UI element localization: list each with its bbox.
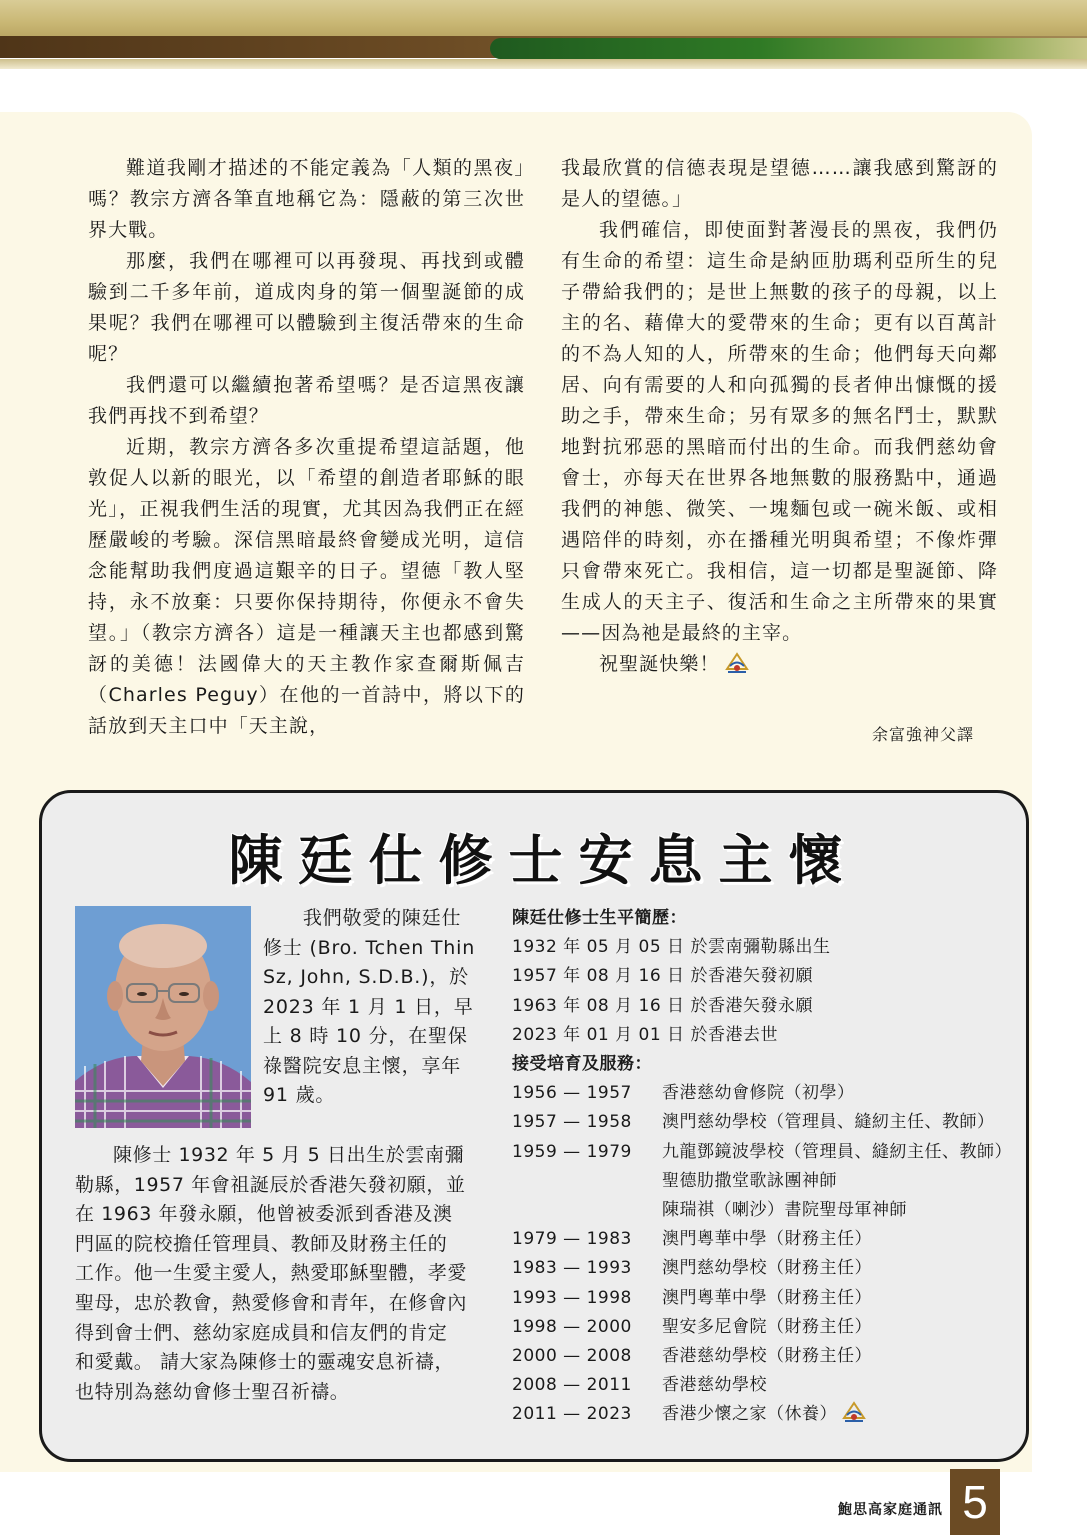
bio-item: 1957 年 08 月 16 日 於香港矢發初願	[512, 966, 813, 987]
translator-credit: 余富強神父譯	[872, 725, 975, 744]
obituary-intro	[263, 904, 477, 1111]
article-paragraph: 那麼，我們在哪裡可以再發現、再找到或體驗到二千多年前，道成肉身的第一個聖誕節的成果呢？我們在哪裡可以體驗到主復活帶來的生命呢？	[88, 250, 525, 365]
article-paragraph: 難道我剛才描述的不能定義為「人類的黑夜」嗎？教宗方濟各筆直地稱它為：隱蔽的第三次世界大戰。	[88, 157, 525, 241]
obituary-title: 陳廷仕修士安息主懷	[228, 829, 859, 892]
service-row	[512, 1138, 1022, 1167]
body-line: 和愛戴。 請大家為陳修士的靈魂安息祈禱，	[75, 1351, 455, 1374]
service-years: 1957 — 1958	[512, 1112, 632, 1133]
service-years: 2008 — 2011	[512, 1375, 632, 1396]
service-years: 2011 — 2023	[512, 1404, 632, 1425]
body-line: 在 1963 年發永願，他曾被委派到香港及澳	[75, 1203, 453, 1226]
body-line: 得到會士們、慈幼家庭成員和信友們的肯定	[75, 1321, 448, 1344]
obituary-body	[75, 1141, 477, 1407]
service-years: 2000 — 2008	[512, 1346, 632, 1367]
service-years: 1983 — 1993	[512, 1258, 632, 1279]
intro-line: 91 歲。	[263, 1084, 336, 1106]
service-years	[512, 1167, 662, 1196]
service-years: 1993 — 1998	[512, 1287, 632, 1308]
body-line: 聖母，忠於教會，熱愛修會和青年，在修會內	[75, 1291, 468, 1314]
service-row	[512, 1167, 1022, 1196]
closing-text: 祝聖誕快樂！	[599, 653, 720, 675]
bio-item: 1932 年 05 月 05 日 於雲南彌勒縣出生	[512, 937, 831, 958]
service-place: 澳門粵華中學（財務主任）	[662, 1287, 872, 1308]
article-paragraph: 我們確信，即使面對著漫長的黑夜，我們仍有生命的希望：這生命是納匝肋瑪利亞所生的兒子帶給我們的；是世上無數的孩子的母親，以上主的名、藉偉大的愛帶來的生命；更有以百萬計的不為人知的人，所帶來的生命；他們每天向鄰居、向有需要的人和向孤獨的長者伸出慷慨的援助之手，帶來生命；另有眾多的無名鬥士，默默地對抗邪惡的黑暗而付出的生命。而我們慈幼會會士，亦每天在世界各地無數的服務點中，通過我們的神態、微笑、一塊麵包或一碗米飯、或相遇陪伴的時刻，亦在播種光明與希望；不像炸彈只會帶來死亡。我相信，這一切都是聖誕節、降生成人的天主子、復活和生命之主所帶來的果實——因為祂是最終的主宰。	[561, 219, 998, 644]
service-row	[512, 1254, 1022, 1283]
article-closing	[561, 649, 998, 680]
intro-line: 我們敬愛的陳廷仕	[302, 907, 462, 929]
service-years: 1998 — 2000	[512, 1316, 632, 1337]
bio-item: 2023 年 01 月 01 日 於香港去世	[512, 1024, 778, 1045]
service-row	[512, 1371, 1022, 1400]
service-place: 澳門慈幼學校（財務主任）	[662, 1258, 872, 1279]
header-green-band	[490, 38, 1087, 59]
intro-line: 上 8 時 10 分，在聖保	[263, 1025, 468, 1047]
service-heading: 接受培育及服務：	[512, 1054, 652, 1075]
article-paragraph: 我們還可以繼續抱著希望嗎？是否這黑夜讓我們再找不到希望？	[88, 374, 525, 427]
service-place: 聖安多尼會院（財務主任）	[662, 1316, 872, 1337]
service-place: 香港慈幼學校	[662, 1375, 767, 1396]
service-years: 1959 — 1979	[512, 1141, 632, 1162]
salesian-logo-icon	[724, 651, 750, 675]
header-gold-band	[0, 0, 1087, 38]
service-place-text: 香港少懷之家（休養）	[662, 1404, 837, 1425]
body-line: 工作。他一生愛主愛人，熱愛耶穌聖體，孝愛	[75, 1262, 468, 1285]
intro-line: 修士 (Bro. Tchen Thin	[263, 936, 476, 959]
intro-line: 2023 年 1 月 1 日，早	[263, 995, 474, 1018]
article-right-column	[561, 153, 998, 680]
service-years: 1956 — 1957	[512, 1083, 632, 1104]
service-place: 澳門慈幼學校（管理員、縫紉主任、教師）	[662, 1112, 995, 1133]
service-row	[512, 1225, 1022, 1254]
body-line: 也特別為慈幼會修士聖召祈禱。	[75, 1380, 350, 1403]
body-line: 勒縣，1957 年會祖誕辰於香港矢發初願，並	[75, 1173, 466, 1196]
bio-heading: 陳廷仕修士生平簡歷：	[512, 908, 687, 928]
service-place: 陳瑞祺（喇沙）書院聖母軍神師	[662, 1200, 907, 1221]
service-row	[512, 1108, 1022, 1137]
service-row	[512, 1196, 1022, 1225]
article-paragraph: 近期，教宗方濟各多次重提希望這話題，他敦促人以新的眼光，以「希望的創造者耶穌的眼光」，正視我們生活的現實，尤其因為我們正在經歷嚴峻的考驗。深信黑暗最終會變成光明，這信念能幫助我們度過這艱辛的日子。望德「教人堅持，永不放棄：只要你保持期待，你便永不會失望。」（教宗方濟各）這是一種讓天主也都感到驚訝的美德！法國偉大的天主教作家查爾斯佩吉（Charles Peguy）在他的一首詩中，將以下的話放到天主口中「天主說，	[88, 436, 525, 737]
service-place: 香港慈幼會修院（初學）	[662, 1083, 855, 1104]
intro-line: 祿醫院安息主懷，享年	[263, 1054, 462, 1077]
service-row	[512, 1079, 1022, 1108]
service-row	[512, 1400, 1022, 1429]
salesian-logo-icon	[841, 1400, 867, 1424]
service-place: 澳門粵華中學（財務主任）	[662, 1229, 872, 1250]
body-line: 陳修士 1932 年 5 月 5 日出生於雲南彌	[113, 1144, 465, 1166]
service-row	[512, 1284, 1022, 1313]
publication-name: 鮑思高家庭通訊	[838, 1502, 943, 1518]
service-years	[512, 1196, 662, 1225]
biography	[512, 904, 1022, 1430]
article-left-column	[88, 153, 525, 742]
bio-item: 1963 年 08 月 16 日 於香港矢發永願	[512, 995, 813, 1016]
service-place: 九龍鄧鏡波學校（管理員、縫紉主任、教師）	[662, 1141, 1012, 1162]
service-row	[512, 1313, 1022, 1342]
header-underline	[0, 59, 1087, 69]
page-number: 5	[950, 1469, 1000, 1535]
service-place: 香港慈幼學校（財務主任）	[662, 1346, 872, 1367]
service-place: 聖德肋撒堂歌詠團神師	[662, 1170, 837, 1191]
service-place	[662, 1400, 1022, 1429]
intro-line: Sz, John, S.D.B.)，於	[263, 966, 469, 988]
service-row	[512, 1342, 1022, 1371]
service-years: 1979 — 1983	[512, 1229, 632, 1250]
body-line: 門區的院校擔任管理員、教師及財務主任的	[75, 1232, 448, 1255]
portrait-photo	[75, 906, 251, 1128]
article-continuation: 我最欣賞的信德表現是望德……讓我感到驚訝的是人的望德。」	[561, 157, 998, 210]
